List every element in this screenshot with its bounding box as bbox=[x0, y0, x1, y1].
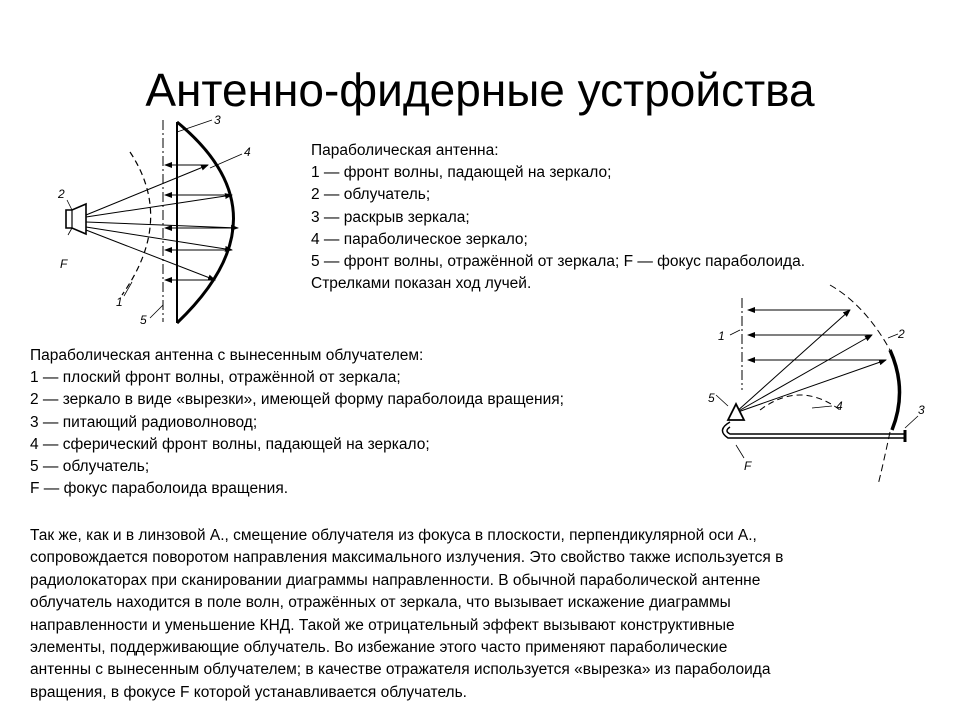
fig2-label-1: 1 bbox=[718, 329, 725, 343]
fig1-label-4: 4 bbox=[244, 145, 251, 159]
caption-line: Параболическая антенна с вынесенным облучателем: bbox=[30, 347, 424, 364]
caption-line: Параболическая антенна: bbox=[311, 142, 499, 159]
waveguide bbox=[722, 422, 905, 438]
fig2-label-3: 3 bbox=[918, 403, 925, 417]
caption-line: 3 — питающий радиоволновод; bbox=[30, 413, 258, 431]
fig1-label-5: 5 bbox=[140, 313, 147, 327]
fig1-label-F: F bbox=[60, 257, 68, 271]
feed-horn bbox=[66, 204, 86, 234]
caption-line: 5 — облучатель; bbox=[30, 458, 150, 476]
spherical-wavefront bbox=[760, 395, 840, 410]
fig1-label-2: 2 bbox=[58, 187, 65, 201]
caption-line: 1 — фронт волны, падающей на зеркало; bbox=[311, 164, 612, 182]
page-title: Антенно-фидерные устройства bbox=[145, 64, 815, 116]
rays bbox=[86, 165, 238, 280]
offset-rays bbox=[735, 310, 886, 413]
caption-line: 1 — плоский фронт волны, отражённой от зеркала; bbox=[30, 369, 401, 387]
fig2-label-F: F bbox=[744, 459, 752, 473]
offset-mirror bbox=[890, 350, 900, 430]
fig2-label-2: 2 bbox=[898, 327, 905, 341]
caption-line: 4 — параболическое зеркало; bbox=[311, 230, 528, 248]
offset-antenna-diagram bbox=[700, 280, 950, 490]
mirror-extension bbox=[830, 285, 890, 350]
offset-feed bbox=[728, 404, 744, 420]
caption-line: 5 — фронт волны, отражённой от зеркала; F — фокус параболоида. bbox=[311, 253, 806, 271]
caption-line: Стрелками показан ход лучей. bbox=[311, 275, 532, 293]
fig1-label-1: 1 bbox=[116, 295, 123, 309]
fig2-label-4: 4 bbox=[836, 399, 843, 413]
body-paragraph: Так же, как и в линзовой А., смещение облучателя из фокуса в плоскости, перпендикулярной оси А., сопровождается поворотом направления максимального излучения. Это свойство также используется в радиолокаторах при сканировании диаграммы направленности. В обычной параболической антенне облучатель находится в поле волн, отражённых от зеркала, что вызывает искажение диаграммы направленности и уменьшение КНД. Такой же отрицательный эффект вызывают конструктивные элементы, поддерживающие облучатель. Во избежание этого часто применяют параболические антенны с вынесенным облучателем; в качестве отражателя используется «вырезка» из параболоида вращения, в фокусе F которой устанавливается облучатель. bbox=[30, 527, 784, 701]
parabolic-antenna-caption bbox=[311, 140, 805, 295]
offset-antenna-caption bbox=[30, 345, 564, 500]
fig1-label-3: 3 bbox=[214, 113, 221, 127]
caption-line: 3 — раскрыв зеркала; bbox=[311, 208, 470, 226]
parabolic-antenna-diagram bbox=[50, 110, 290, 340]
caption-line: 2 — облучатель; bbox=[311, 186, 431, 204]
caption-line: 2 — зеркало в виде «вырезки», имеющей форму параболоида вращения; bbox=[30, 391, 564, 409]
fig2-label-5: 5 bbox=[708, 391, 715, 405]
caption-line: F — фокус параболоида вращения. bbox=[30, 480, 289, 498]
parabolic-mirror bbox=[177, 122, 234, 323]
caption-line: 4 — сферический фронт волны, падающей на зеркало; bbox=[30, 435, 430, 453]
